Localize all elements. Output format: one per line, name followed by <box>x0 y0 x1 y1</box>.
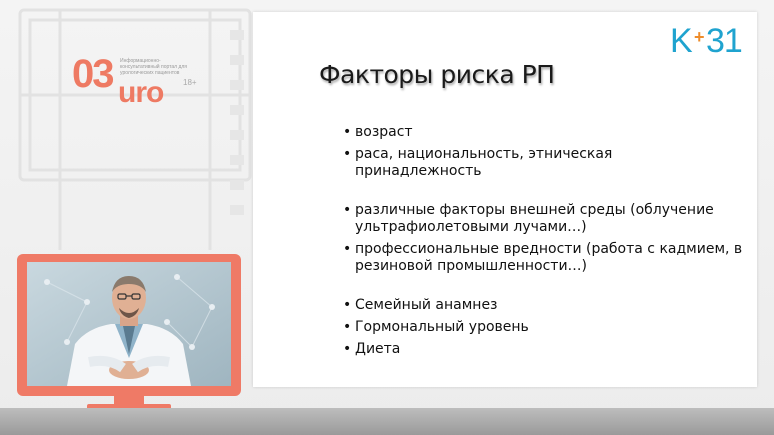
channel-logo-number: 03 <box>72 52 113 96</box>
list-item: • возраст <box>343 124 743 141</box>
bottom-bar <box>0 408 774 435</box>
list-item: • профессиональные вредности (работа с кадмием, в резиновой промышленности…) <box>343 241 743 275</box>
video-monitor-frame <box>17 254 241 396</box>
k31-logo-letter: K <box>670 22 693 60</box>
channel-logo <box>70 52 260 112</box>
channel-logo-name: uro <box>118 76 164 109</box>
k31-logo-plus: + <box>694 27 705 47</box>
k31-logo-number: 31 <box>706 22 742 60</box>
slide-title: Факторы риска РП <box>319 60 555 89</box>
k31-logo <box>670 24 750 64</box>
doctor-speaker-image <box>27 262 231 386</box>
list-item: • Диета <box>343 341 743 358</box>
list-item: • раса, национальность, этническая принадлежность <box>343 146 743 180</box>
list-item: • Семейный анамнез <box>343 297 743 314</box>
channel-logo-tagline: Информационно-консультативный портал для урологических пациентов <box>120 58 188 76</box>
speaker-video[interactable] <box>27 262 231 386</box>
risk-factor-list <box>343 124 743 358</box>
list-item: • различные факторы внешней среды (облучение ультрафиолетовыми лучами…) <box>343 202 743 236</box>
age-rating-badge: 18+ <box>183 78 197 87</box>
list-item: • Гормональный уровень <box>343 319 743 336</box>
